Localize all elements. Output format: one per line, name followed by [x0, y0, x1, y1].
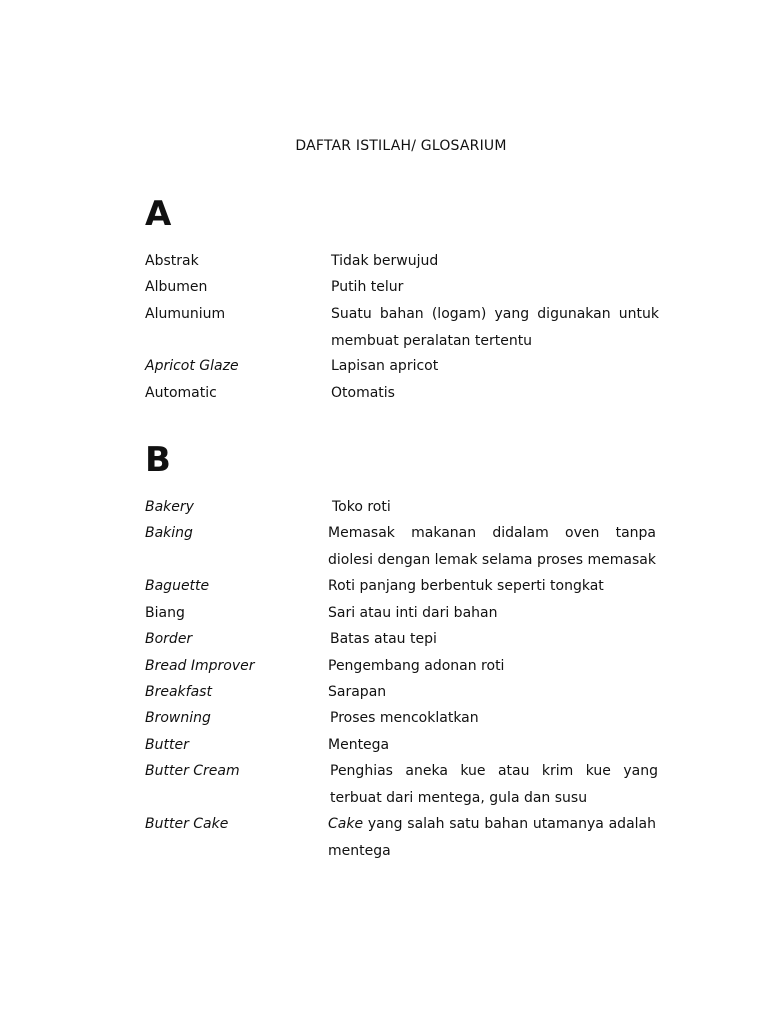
term-border: Border: [145, 631, 193, 647]
definition-bread-improver: Pengembang adonan roti: [328, 658, 505, 674]
definition-alumunium: Suatu bahan (logam) yang digunakan untuk membuat peralatan tertentu: [331, 306, 659, 349]
definition-apricot-glaze: Lapisan apricot: [331, 358, 439, 374]
definition-border: Batas atau tepi: [330, 631, 437, 647]
definition-albumen: Putih telur: [331, 279, 404, 295]
term-automatic: Automatic: [145, 385, 217, 401]
term-bread-improver: Bread Improver: [145, 658, 255, 674]
definition-bakery: Toko roti: [332, 499, 391, 515]
term-alumunium: Alumunium: [145, 306, 226, 322]
definition-browning: Proses mencoklatkan: [330, 710, 479, 726]
definition-automatic: Otomatis: [331, 385, 395, 401]
term-bakery: Bakery: [145, 499, 194, 515]
term-baking: Baking: [145, 525, 193, 541]
definition-biang: Sari atau inti dari bahan: [328, 605, 498, 621]
term-baguette: Baguette: [145, 578, 210, 594]
definition-butter-cream: Penghias aneka kue atau krim kue yang terbuat dari mentega, gula dan susu: [330, 763, 658, 806]
definition-breakfast: Sarapan: [328, 684, 387, 700]
term-butter-cream: Butter Cream: [145, 763, 240, 779]
definition-text: yang salah satu bahan utamanya adalah mentega: [328, 816, 656, 859]
definition-baguette: Roti panjang berbentuk seperti tongkat: [328, 578, 604, 594]
term-albumen: Albumen: [145, 279, 208, 295]
term-butter-cake: Butter Cake: [145, 816, 229, 832]
term-apricot-glaze: Apricot Glaze: [145, 358, 239, 374]
definition-abstrak: Tidak berwujud: [331, 253, 439, 269]
term-breakfast: Breakfast: [145, 684, 212, 700]
term-abstrak: Abstrak: [145, 253, 199, 269]
term-butter: Butter: [145, 737, 189, 753]
definition-butter-cake: [328, 811, 656, 864]
definition-butter: Mentega: [328, 737, 390, 753]
term-browning: Browning: [145, 710, 211, 726]
section-letter-b: B: [145, 440, 171, 480]
definition-baking: Memasak makanan didalam oven tanpa diolesi dengan lemak selama proses memasak: [328, 525, 656, 568]
page-title: DAFTAR ISTILAH/ GLOSARIUM: [295, 138, 507, 154]
section-letter-a: A: [145, 194, 172, 234]
term-biang: Biang: [145, 605, 185, 621]
definition-lead-word: Cake: [328, 816, 364, 832]
